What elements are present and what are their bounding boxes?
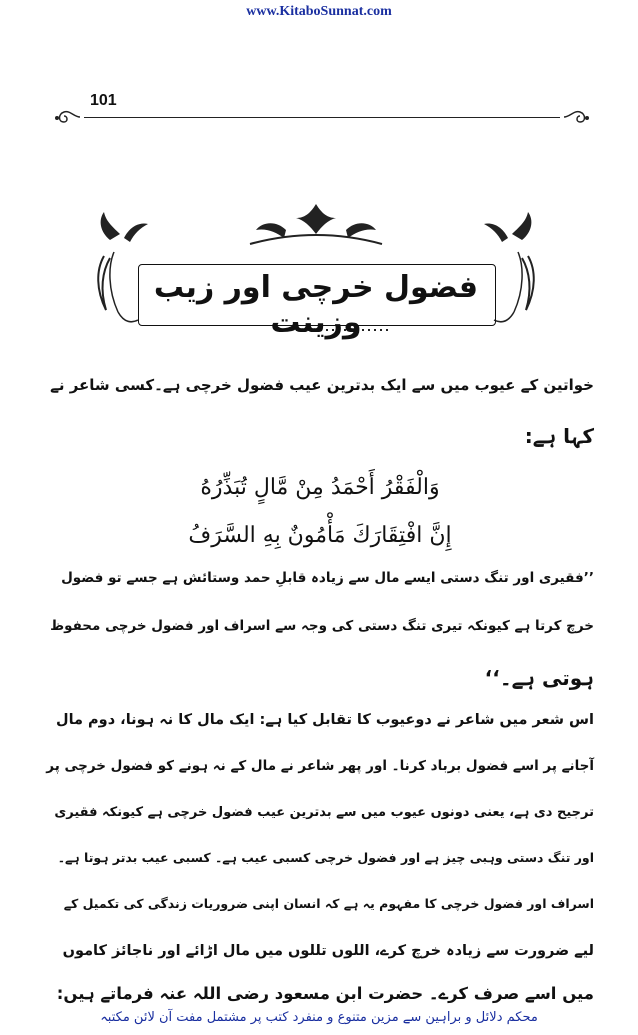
- page-header: [52, 92, 592, 132]
- translation-line: ہوتی ہے۔‘‘: [484, 666, 594, 690]
- paragraph-line: اسراف اور فضول خرچی کا مفہوم یہ ہے کہ انسان اپنی ضروریات زندگی کی تکمیل کے: [63, 896, 594, 911]
- paragraph-line: لیے ضرورت سے زیادہ خرچ کرے، اللوں تللوں میں مال اڑائے اور ناجائز کاموں: [62, 943, 594, 959]
- page-number: 101: [90, 92, 117, 109]
- paragraph-line: اس شعر میں شاعر نے دوعیوب کا تقابل کیا ہے: ایک مال کا نہ ہونا، دوم مال: [56, 712, 594, 728]
- translation-line: خرچ کرتا ہے کیونکہ تیری تنگ دستی کی وجہ سے اسراف اور فضول خرچی محفوظ: [50, 618, 594, 634]
- flourish-left-icon: [52, 106, 82, 128]
- paragraph-line: میں اسے صرف کرے۔ حضرت ابن مسعود رضی اللہ عنہ فرماتے ہیں:: [56, 984, 594, 1003]
- chapter-title-frame: [90, 200, 542, 340]
- chapter-title: فضول خرچی اور زیب وزینت: [153, 270, 479, 340]
- translation-line: ’’فقیری اور تنگ دستی ایسے مال سے زیادہ قابلِ حمد وستائش ہے جسے تو فضول: [61, 570, 594, 586]
- footer-tagline: محکم دلائل و براہین سے مزین متنوع و منفرد کتب پر مشتمل مفت آن لائن مکتبہ: [100, 1010, 538, 1025]
- paragraph-line: آجانے پر اسے فضول برباد کرنا۔ اور پھر شاعر نے مال کے نہ ہونے کو فضول خرچی پر: [46, 758, 594, 774]
- verse-line: إِنَّ افْتِقَارَكَ مَأْمُونٌ بِهِ السَّرَفُ: [188, 523, 452, 548]
- flourish-right-icon: [562, 106, 592, 128]
- site-url[interactable]: www.KitaboSunnat.com: [246, 4, 392, 19]
- verse-line: وَالْفَقْرُ أَحْمَدُ مِنْ مَّالٍ تُبَذِّرُهُ: [200, 475, 440, 500]
- paragraph-line: ترجیح دی ہے، یعنی دونوں عیوب میں سے بدترین عیب فضول خرچی ہے کیونکہ فقیری: [54, 805, 594, 820]
- intro-line: کہا ہے:: [524, 424, 594, 448]
- paragraph-line: اور تنگ دستی وہبی چیز ہے اور فضول خرچی کسبی عیب ہے۔ کسبی عیب بدتر ہوتا ہے۔: [57, 850, 594, 865]
- header-rule: [84, 117, 560, 118]
- intro-line: خواتین کے عیوب میں سے ایک بدترین عیب فضول خرچی ہے۔کسی شاعر نے: [50, 376, 594, 394]
